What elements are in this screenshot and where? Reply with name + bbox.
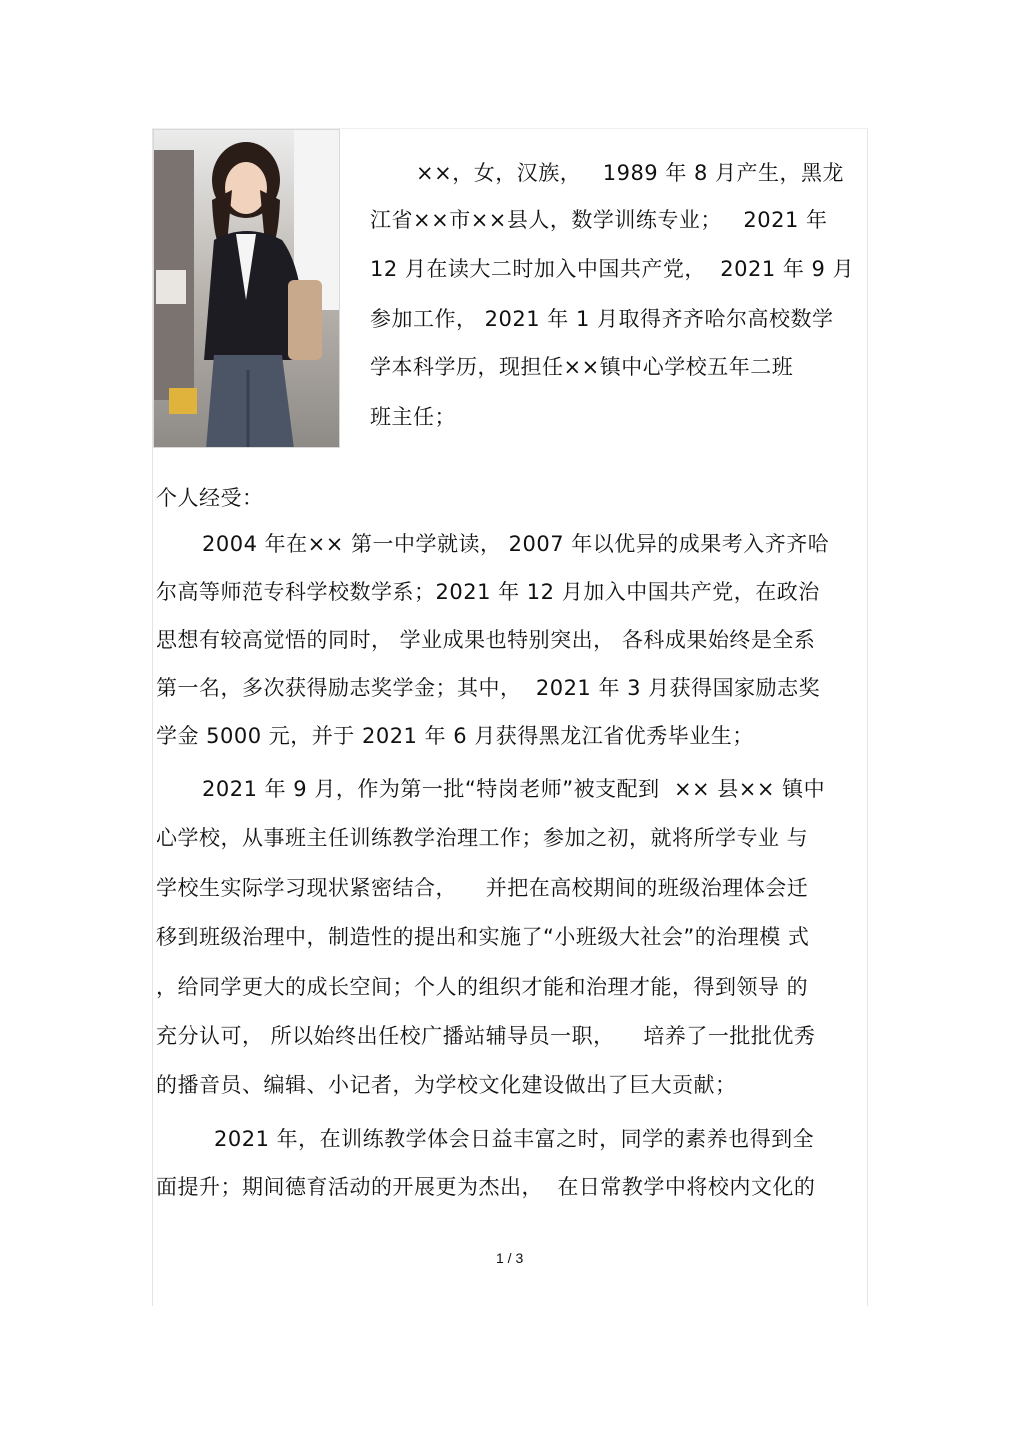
- body-line: 移到班级治理中，制造性的提出和实施了“小班级大社会”的治理模 式: [156, 925, 810, 949]
- portrait-photo: [153, 129, 340, 448]
- body-line: 的播音员、编辑、小记者，为学校文化建设做出了巨大贡献；: [156, 1073, 737, 1097]
- intro-line: 江省××市××县人，数学训练专业； 2021 年: [370, 208, 828, 232]
- intro-line: 12 月在读大二时加入中国共产党， 2021 年 9 月: [370, 257, 855, 281]
- body-line: 充分认可， 所以始终出任校广播站辅导员一职， 培养了一批批优秀: [156, 1024, 816, 1048]
- body-line: 2021 年 9 月，作为第一批“特岗老师”被支配到 ×× 县×× 镇中: [202, 777, 826, 801]
- body-line: 尔高等师范专科学校数学系；2021 年 12 月加入中国共产党，在政治: [156, 580, 820, 604]
- page-number: 1 / 3: [496, 1250, 524, 1266]
- body-line: 第一名，多次获得励志奖学金；其中， 2021 年 3 月获得国家励志奖: [156, 676, 821, 700]
- intro-line: 班主任；: [370, 405, 456, 429]
- body-line: 心学校，从事班主任训练教学治理工作；参加之初，就将所学专业 与: [156, 826, 809, 850]
- body-line: 学金 5000 元，并于 2021 年 6 月获得黑龙江省优秀毕业生；: [156, 724, 754, 748]
- body-line: 2004 年在×× 第一中学就读， 2007 年以优异的成果考入齐齐哈: [202, 532, 830, 556]
- intro-line: 学本科学历，现担任××镇中心学校五年二班: [370, 355, 794, 379]
- body-line: 学校生实际学习现状紧密结合， 并把在高校期间的班级治理体会迁: [156, 876, 809, 900]
- body-line: ，给同学更大的成长空间；个人的组织才能和治理才能，得到领导 的: [156, 975, 809, 999]
- section-title: 个人经受：: [156, 486, 264, 510]
- intro-line: 参加工作， 2021 年 1 月取得齐齐哈尔高校数学: [370, 307, 834, 331]
- body-line: 思想有较高觉悟的同时， 学业成果也特别突出， 各科成果始终是全系: [156, 628, 816, 652]
- body-line: 2021 年，在训练教学体会日益丰富之时，同学的素养也得到全: [214, 1127, 815, 1151]
- intro-line: ××，女，汉族， 1989 年 8 月产生，黑龙: [416, 161, 845, 185]
- body-line: 面提升；期间德育活动的开展更为杰出， 在日常教学中将校内文化的: [156, 1175, 816, 1199]
